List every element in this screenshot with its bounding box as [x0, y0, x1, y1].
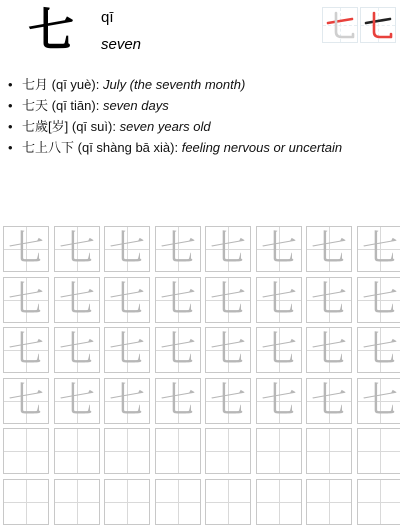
trace-character: 七	[361, 380, 398, 421]
trace-character: 七	[159, 228, 196, 269]
practice-cell	[256, 327, 302, 373]
word-item	[8, 139, 342, 160]
practice-cell	[54, 327, 100, 373]
trace-character: 七	[58, 380, 95, 421]
stroke-step-2	[360, 7, 396, 43]
trace-character: 七	[260, 228, 297, 269]
practice-cell	[104, 277, 150, 323]
bullet: •	[8, 140, 13, 155]
word-hanzi: 七上八下	[22, 140, 75, 155]
character-pinyin: qī	[101, 9, 114, 26]
trace-character: 七	[361, 279, 398, 320]
character-meaning: seven	[101, 36, 142, 53]
practice-cell	[3, 428, 49, 474]
example-words-list	[8, 76, 342, 160]
practice-cell	[3, 327, 49, 373]
practice-cell	[306, 226, 352, 272]
cell-guide-vertical	[77, 480, 78, 524]
practice-cell	[306, 479, 352, 525]
practice-cell	[205, 479, 251, 525]
trace-character: 七	[361, 228, 398, 269]
practice-cell	[357, 479, 400, 525]
word-pinyin: (qī shàng bā xià):	[77, 140, 179, 155]
trace-character: 七	[108, 380, 145, 421]
practice-cell	[3, 479, 49, 525]
trace-character: 七	[58, 228, 95, 269]
practice-cell	[306, 277, 352, 323]
practice-cell	[155, 226, 201, 272]
practice-cell	[357, 226, 400, 272]
practice-cell	[3, 378, 49, 424]
practice-cell	[306, 378, 352, 424]
practice-cell	[205, 327, 251, 373]
practice-cell	[155, 378, 201, 424]
trace-character: 七	[7, 279, 44, 320]
cell-guide-vertical	[77, 429, 78, 473]
practice-cell	[104, 327, 150, 373]
word-definition: feeling nervous or uncertain	[181, 140, 343, 155]
practice-cell	[104, 479, 150, 525]
trace-character: 七	[108, 329, 145, 370]
word-item	[8, 97, 342, 118]
trace-character: 七	[361, 329, 398, 370]
cell-guide-vertical	[178, 429, 179, 473]
practice-cell	[306, 327, 352, 373]
practice-cell	[357, 378, 400, 424]
practice-cell	[155, 428, 201, 474]
trace-character: 七	[310, 228, 347, 269]
trace-character: 七	[209, 228, 246, 269]
trace-character: 七	[260, 329, 297, 370]
main-character: 七	[28, 3, 74, 57]
trace-character: 七	[7, 329, 44, 370]
practice-cell	[155, 277, 201, 323]
practice-cell	[256, 479, 302, 525]
trace-character: 七	[310, 380, 347, 421]
practice-cell	[104, 378, 150, 424]
word-definition: seven years old	[119, 119, 211, 134]
practice-cell	[205, 378, 251, 424]
bullet: •	[8, 77, 13, 92]
cell-guide-vertical	[380, 480, 381, 524]
word-pinyin: (qī suì):	[71, 119, 116, 134]
cell-guide-vertical	[329, 429, 330, 473]
practice-cell	[256, 277, 302, 323]
word-hanzi: 七天	[22, 98, 49, 113]
trace-character: 七	[159, 380, 196, 421]
word-item	[8, 118, 342, 139]
bullet: •	[8, 98, 13, 113]
practice-cell	[205, 226, 251, 272]
trace-character: 七	[159, 279, 196, 320]
cell-guide-vertical	[127, 429, 128, 473]
practice-cell	[256, 226, 302, 272]
cell-guide-vertical	[26, 429, 27, 473]
word-item	[8, 76, 342, 97]
practice-cell	[54, 277, 100, 323]
practice-cell	[155, 327, 201, 373]
word-definition: seven days	[102, 98, 169, 113]
cell-guide-horizontal	[358, 502, 400, 503]
practice-cell	[104, 428, 150, 474]
practice-cell	[54, 226, 100, 272]
cell-guide-horizontal	[358, 451, 400, 452]
practice-cell	[104, 226, 150, 272]
cell-guide-vertical	[228, 480, 229, 524]
practice-cell	[357, 428, 400, 474]
trace-character: 七	[108, 228, 145, 269]
trace-character: 七	[159, 329, 196, 370]
trace-character: 七	[310, 279, 347, 320]
practice-cell	[205, 428, 251, 474]
cell-guide-vertical	[279, 429, 280, 473]
word-pinyin: (qī tiān):	[51, 98, 100, 113]
cell-guide-vertical	[329, 480, 330, 524]
trace-character: 七	[310, 329, 347, 370]
trace-character: 七	[58, 329, 95, 370]
practice-cell	[357, 327, 400, 373]
practice-cell	[3, 277, 49, 323]
trace-character: 七	[260, 380, 297, 421]
trace-character: 七	[7, 228, 44, 269]
word-hanzi: 七歲[岁]	[22, 119, 69, 134]
stroke-step-1-glyph	[323, 8, 357, 42]
cell-guide-vertical	[26, 480, 27, 524]
practice-cell	[306, 428, 352, 474]
trace-character: 七	[58, 279, 95, 320]
bullet: •	[8, 119, 13, 134]
practice-cell	[54, 428, 100, 474]
trace-character: 七	[108, 279, 145, 320]
practice-cell	[54, 479, 100, 525]
cell-guide-vertical	[127, 480, 128, 524]
trace-character: 七	[209, 329, 246, 370]
practice-cell	[256, 428, 302, 474]
trace-character: 七	[209, 279, 246, 320]
character-header	[0, 0, 400, 70]
practice-grid	[0, 226, 400, 529]
cell-guide-vertical	[380, 429, 381, 473]
practice-cell	[357, 277, 400, 323]
stroke-step-1	[322, 7, 358, 43]
practice-cell	[155, 479, 201, 525]
stroke-step-2-glyph	[361, 8, 395, 42]
cell-guide-vertical	[279, 480, 280, 524]
practice-cell	[54, 378, 100, 424]
trace-character: 七	[7, 380, 44, 421]
word-hanzi: 七月	[22, 77, 49, 92]
word-definition: July (the seventh month)	[102, 77, 246, 92]
practice-cell	[205, 277, 251, 323]
practice-cell	[3, 226, 49, 272]
cell-guide-vertical	[178, 480, 179, 524]
practice-cell	[256, 378, 302, 424]
word-pinyin: (qī yuè):	[51, 77, 100, 92]
trace-character: 七	[209, 380, 246, 421]
cell-guide-vertical	[228, 429, 229, 473]
trace-character: 七	[260, 279, 297, 320]
